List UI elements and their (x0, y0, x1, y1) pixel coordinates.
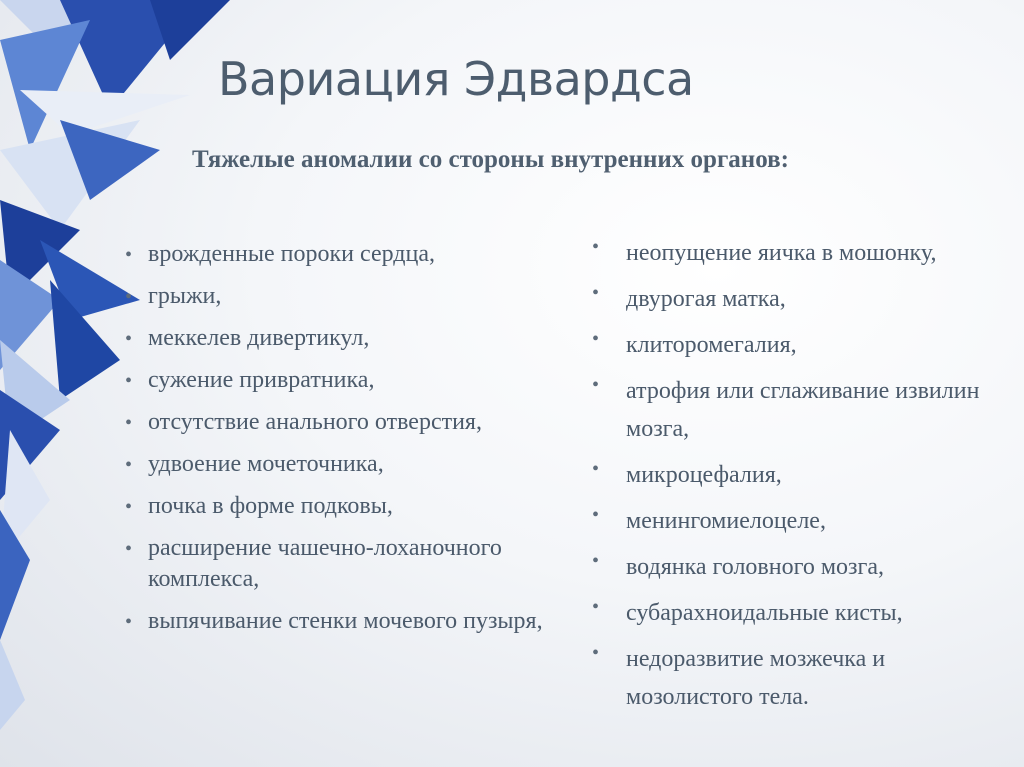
left-anomaly-list (125, 239, 580, 648)
list-item: • менингомиелоцеле, (592, 502, 1012, 540)
list-item: • выпячивание стенки мочевого пузыря, (125, 606, 580, 637)
slide-title: Вариация Эдвардса (218, 52, 694, 106)
list-item: • микроцефалия, (592, 456, 1012, 494)
list-item: • двурогая матка, (592, 280, 1012, 318)
list-item: • недоразвитие мозжечка и мозолистого тела. (592, 640, 1012, 716)
right-anomaly-list (592, 234, 1012, 724)
list-item: • врожденные пороки сердца, (125, 239, 580, 270)
list-item: • сужение привратника, (125, 365, 580, 396)
list-item: • почка в форме подковы, (125, 491, 580, 522)
list-item: • меккелев дивертикул, (125, 323, 580, 354)
list-item: • расширение чашечно-лоханочного комплекса, (125, 533, 580, 595)
list-item: • клиторомегалия, (592, 326, 1012, 364)
list-item: • неопущение яичка в мошонку, (592, 234, 1012, 272)
slide-subtitle: Тяжелые аномалии со стороны внутренних органов: (192, 146, 789, 173)
list-item: • грыжи, (125, 281, 580, 312)
list-item: • удвоение мочеточника, (125, 449, 580, 480)
list-item: • субарахноидальные кисты, (592, 594, 1012, 632)
list-item: • водянка головного мозга, (592, 548, 1012, 586)
list-item: • отсутствие анального отверстия, (125, 407, 580, 438)
list-item: • атрофия или сглаживание извилин мозга, (592, 372, 1012, 448)
